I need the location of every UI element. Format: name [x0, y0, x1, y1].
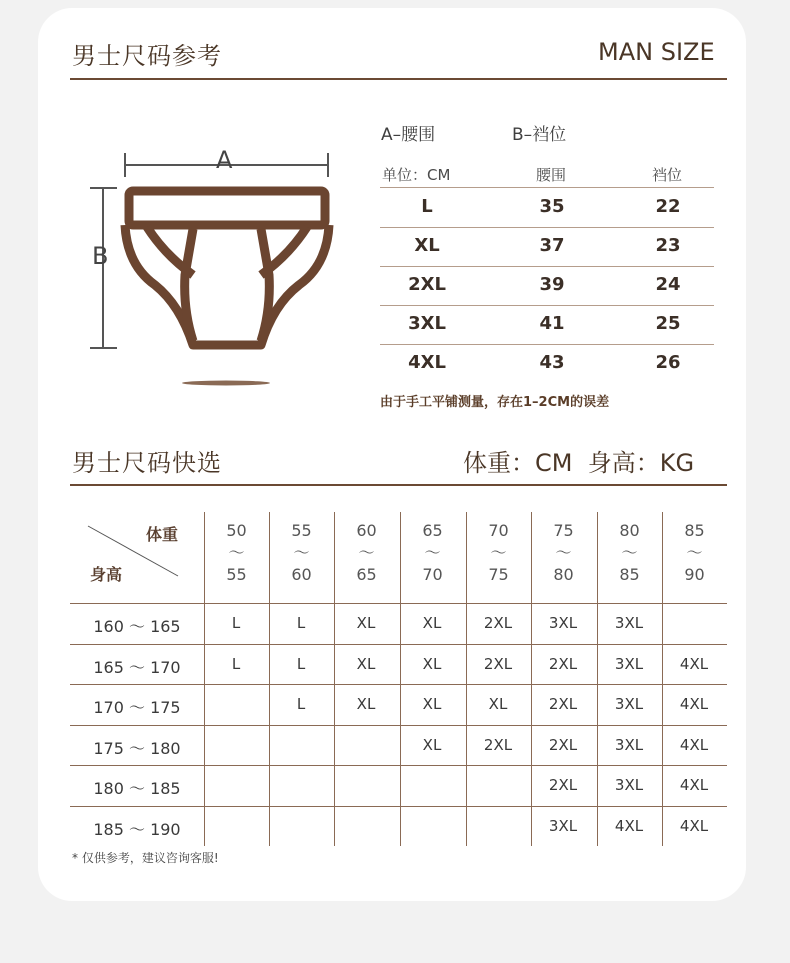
- weight-range-to: 60: [291, 565, 312, 584]
- size-cell-size: 3XL: [408, 313, 446, 334]
- quick-select-units: 体重：CM 身高：KG: [463, 449, 695, 477]
- weight-range-tilde: ～: [358, 543, 375, 562]
- quick-select-title: 男士尺码快选: [72, 449, 222, 477]
- weight-range-tilde: ～: [490, 543, 507, 562]
- size-recommendation-cell: XL: [422, 654, 442, 673]
- size-recommendation-cell: 3XL: [614, 654, 644, 673]
- size-recommendation-cell: 2XL: [483, 614, 513, 632]
- briefs-diagram: [85, 145, 345, 395]
- grid-column-divider: [334, 512, 335, 846]
- size-cell-size: L: [421, 196, 433, 217]
- weight-range-from: 50: [226, 521, 247, 540]
- size-recommendation-cell: L: [296, 695, 306, 713]
- corner-height-label: 身高: [90, 565, 123, 584]
- size-cell-rise: 25: [655, 313, 681, 334]
- size-row-divider: [380, 227, 714, 228]
- height-range-label: 170 ～ 175: [93, 698, 181, 717]
- size-recommendation-cell: 2XL: [548, 654, 578, 673]
- size-recommendation-cell: 4XL: [679, 695, 709, 713]
- dimension-a-label: A: [216, 146, 233, 174]
- weight-range-to: 65: [356, 565, 377, 584]
- grid-column-divider: [597, 512, 598, 846]
- size-recommendation-cell: 4XL: [679, 816, 709, 835]
- weight-range-tilde: ～: [424, 543, 441, 562]
- weight-range-header: [471, 520, 527, 586]
- height-range-label: 185 ～ 190: [93, 819, 181, 839]
- weight-range-header: [667, 520, 723, 586]
- size-recommendation-cell: XL: [422, 695, 442, 713]
- grid-row-divider: [70, 765, 727, 766]
- grid-row-divider: [70, 684, 727, 685]
- size-recommendation-cell: 2XL: [548, 776, 578, 794]
- weight-range-to: 55: [226, 565, 247, 584]
- legend-b: B–裆位: [512, 125, 567, 145]
- size-recommendation-cell: 4XL: [679, 735, 709, 754]
- height-range-label: 160 ～ 165: [93, 617, 181, 636]
- size-cell-rise: 26: [655, 352, 681, 373]
- weight-range-tilde: ～: [293, 543, 310, 562]
- grid-row-divider: [70, 603, 727, 604]
- weight-range-to: 75: [488, 565, 509, 584]
- size-cell-size: 2XL: [408, 274, 446, 295]
- quick-select-divider: [70, 484, 727, 486]
- size-recommendation-cell: L: [231, 614, 241, 632]
- grid-row-divider: [70, 725, 727, 726]
- size-recommendation-cell: 2XL: [548, 695, 578, 713]
- corner-weight-label: 体重: [146, 525, 179, 544]
- size-recommendation-cell: XL: [422, 735, 442, 754]
- size-cell-waist: 39: [539, 274, 565, 295]
- weight-range-header: [274, 520, 330, 586]
- height-range-label: 175 ～ 180: [93, 738, 181, 758]
- size-recommendation-cell: XL: [356, 654, 376, 673]
- weight-range-from: 65: [422, 521, 443, 540]
- grid-column-divider: [400, 512, 401, 846]
- weight-range-header: [209, 520, 265, 586]
- weight-range-from: 70: [488, 521, 509, 540]
- size-recommendation-cell: 3XL: [614, 695, 644, 713]
- weight-range-tilde: ～: [555, 543, 572, 562]
- size-recommendation-cell: 3XL: [614, 735, 644, 754]
- measurement-note: 由于手工平铺测量，存在1–2CM的误差: [380, 395, 610, 410]
- page-title-en: MAN SIZE: [598, 38, 715, 66]
- weight-range-from: 80: [619, 521, 640, 540]
- size-cell-rise: 23: [655, 235, 681, 256]
- legend-a: A–腰围: [381, 125, 436, 145]
- weight-range-to: 90: [684, 565, 705, 584]
- weight-range-header: [405, 520, 461, 586]
- size-recommendation-cell: 2XL: [483, 654, 513, 673]
- weight-range-tilde: ～: [621, 543, 638, 562]
- weight-range-from: 60: [356, 521, 377, 540]
- size-recommendation-cell: L: [231, 654, 241, 673]
- grid-column-divider: [269, 512, 270, 846]
- size-recommendation-cell: 4XL: [614, 816, 644, 835]
- size-recommendation-cell: XL: [356, 614, 376, 632]
- size-cell-rise: 22: [655, 196, 681, 217]
- size-recommendation-cell: L: [296, 654, 306, 673]
- size-table-divider: [380, 187, 714, 188]
- weight-range-from: 55: [291, 521, 312, 540]
- size-header-rise: 裆位: [652, 166, 683, 184]
- size-recommendation-cell: 3XL: [614, 614, 644, 632]
- grid-row-divider: [70, 806, 727, 807]
- size-recommendation-cell: L: [296, 614, 306, 632]
- size-cell-size: 4XL: [408, 352, 446, 373]
- size-recommendation-cell: 2XL: [483, 735, 513, 754]
- size-cell-waist: 35: [539, 196, 565, 217]
- footnote: * 仅供参考，建议咨询客服!: [72, 851, 219, 865]
- size-row-divider: [380, 344, 714, 345]
- height-range-label: 180 ～ 185: [93, 779, 181, 798]
- grid-column-divider: [531, 512, 532, 846]
- grid-column-divider: [204, 512, 205, 846]
- size-recommendation-cell: XL: [356, 695, 376, 713]
- size-recommendation-cell: 4XL: [679, 776, 709, 794]
- size-cell-waist: 37: [539, 235, 565, 256]
- size-recommendation-cell: 3XL: [614, 776, 644, 794]
- weight-range-header: [536, 520, 592, 586]
- size-cell-waist: 43: [539, 352, 565, 373]
- page-title: 男士尺码参考: [72, 42, 222, 70]
- weight-range-to: 85: [619, 565, 640, 584]
- size-cell-waist: 41: [539, 313, 565, 334]
- weight-range-header: [602, 520, 658, 586]
- weight-range-tilde: ～: [228, 543, 245, 562]
- size-header-unit: 单位：CM: [382, 166, 451, 184]
- weight-range-from: 85: [684, 521, 705, 540]
- size-recommendation-cell: 4XL: [679, 654, 709, 673]
- size-row-divider: [380, 305, 714, 306]
- size-recommendation-cell: XL: [422, 614, 442, 632]
- size-cell-size: XL: [414, 235, 440, 256]
- size-header-waist: 腰围: [536, 166, 567, 184]
- height-range-label: 165 ～ 170: [93, 657, 181, 677]
- dimension-b-label: B: [92, 242, 109, 270]
- weight-range-tilde: ～: [686, 543, 703, 562]
- weight-range-from: 75: [553, 521, 574, 540]
- size-recommendation-cell: 2XL: [548, 735, 578, 754]
- grid-column-divider: [662, 512, 663, 846]
- weight-range-header: [339, 520, 395, 586]
- size-cell-rise: 24: [655, 274, 681, 295]
- size-recommendation-cell: 3XL: [548, 614, 578, 632]
- size-recommendation-cell: 3XL: [548, 816, 578, 835]
- weight-range-to: 70: [422, 565, 443, 584]
- size-recommendation-cell: XL: [488, 695, 508, 713]
- size-row-divider: [380, 266, 714, 267]
- grid-row-divider: [70, 644, 727, 645]
- header-divider: [70, 78, 727, 80]
- grid-column-divider: [466, 512, 467, 846]
- weight-range-to: 80: [553, 565, 574, 584]
